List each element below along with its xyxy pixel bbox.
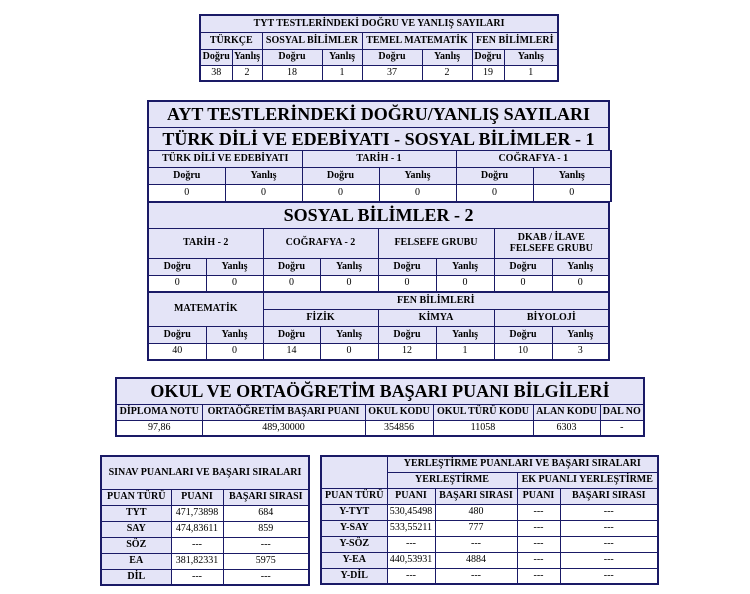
ayt-dogru-label: Doğru	[456, 168, 533, 185]
sinav-row-sira: 684	[223, 505, 309, 521]
ayt-dogru-label: Doğru	[378, 258, 436, 275]
okul-header-okul-turu: OKUL TÜRÜ KODU	[433, 404, 533, 420]
tyt-sosyal-yanlis: 1	[322, 65, 362, 81]
sinav-header-sira: BAŞARI SIRASI	[223, 489, 309, 505]
ayt-dogru-label: Doğru	[263, 326, 320, 343]
yer-row-ek-sira: ---	[560, 504, 658, 520]
okul-header-diploma: DİPLOMA NOTU	[116, 404, 202, 420]
tyt-sosyal-dogru: 18	[262, 65, 322, 81]
ayt-subject-fizik: FİZİK	[263, 309, 378, 326]
yer-corner	[321, 456, 387, 488]
ayt-matematik-dogru: 40	[148, 343, 206, 360]
tyt-title: TYT TESTLERİNDEKİ DOĞRU VE YANLIŞ SAYILARI	[200, 15, 558, 32]
ayt-biyoloji-yanlis: 3	[552, 343, 609, 360]
yer-row-puan: ---	[387, 536, 435, 552]
yer-header-puan: PUANI	[387, 488, 435, 504]
sinav-header-tur: PUAN TÜRÜ	[101, 489, 171, 505]
yer-row-ek-puan: ---	[517, 504, 560, 520]
yer-row-tur: Y-TYT	[321, 504, 387, 520]
yer-header-sira: BAŞARI SIRASI	[435, 488, 517, 504]
okul-obp: 489,30000	[202, 420, 365, 436]
ayt-biyoloji-dogru: 10	[494, 343, 552, 360]
ayt-sec2-table	[147, 201, 610, 361]
yer-row-sira: 4884	[435, 552, 517, 568]
tyt-dogru-label: Doğru	[472, 49, 504, 65]
ayt-sec2-title: SOSYAL BİLİMLER - 2	[148, 202, 609, 228]
ayt-sec1-table	[147, 150, 612, 202]
ayt-sec1-title: TÜRK DİLİ VE EDEBİYATI - SOSYAL BİLİMLER - 1	[148, 127, 609, 151]
sinav-row-puan: 471,73898	[171, 505, 223, 521]
ayt-yanlis-label: Yanlış	[320, 326, 378, 343]
sinav-row-puan: ---	[171, 537, 223, 553]
ayt-subject-tarih2: TARİH - 2	[148, 228, 263, 258]
ayt-cografya1-yanlis: 0	[533, 185, 611, 202]
ayt-dogru-label: Doğru	[148, 258, 206, 275]
ayt-dogru-label: Doğru	[148, 168, 225, 185]
yer-row-ek-puan: ---	[517, 568, 560, 584]
yer-row-ek-sira: ---	[560, 520, 658, 536]
ayt-yanlis-label: Yanlış	[436, 258, 494, 275]
yer-row-ek-puan: ---	[517, 520, 560, 536]
okul-okul-kodu: 354856	[365, 420, 433, 436]
yer-row-sira: 777	[435, 520, 517, 536]
yer-row-puan: 533,55211	[387, 520, 435, 536]
ayt-table	[147, 100, 610, 152]
ayt-tarih2-dogru: 0	[148, 275, 206, 292]
yer-row-ek-puan: ---	[517, 552, 560, 568]
ayt-subject-cografya1: COĞRAFYA - 1	[456, 151, 611, 168]
yer-header-ek-puan: PUANI	[517, 488, 560, 504]
ayt-subject-felsefe: FELSEFE GRUBU	[378, 228, 494, 258]
okul-title: OKUL VE ORTAÖĞRETİM BAŞARI PUANI BİLGİLERİ	[116, 378, 644, 404]
ayt-dkab-yanlis: 0	[552, 275, 609, 292]
ayt-tarih1-yanlis: 0	[379, 185, 456, 202]
yer-row-sira: ---	[435, 536, 517, 552]
ayt-subject-matematik: MATEMATİK	[148, 292, 263, 326]
ayt-yanlis-label: Yanlış	[320, 258, 378, 275]
ayt-dogru-label: Doğru	[494, 326, 552, 343]
sinav-row-tur: EA	[101, 553, 171, 569]
sinav-row-sira: ---	[223, 569, 309, 585]
ayt-dogru-label: Doğru	[302, 168, 379, 185]
ayt-cografya2-dogru: 0	[263, 275, 320, 292]
sinav-row-sira: 5975	[223, 553, 309, 569]
yer-row-sira: ---	[435, 568, 517, 584]
tyt-fen-yanlis: 1	[504, 65, 558, 81]
tyt-subject-sosyal: SOSYAL BİLİMLER	[262, 32, 362, 49]
ayt-yanlis-label: Yanlış	[206, 258, 263, 275]
tyt-table	[199, 14, 559, 82]
ayt-subject-tarih1: TARİH - 1	[302, 151, 456, 168]
tyt-matematik-yanlis: 2	[422, 65, 472, 81]
tyt-dogru-label: Doğru	[362, 49, 422, 65]
tyt-subject-matematik: TEMEL MATEMATİK	[362, 32, 472, 49]
sinav-row-tur: DİL	[101, 569, 171, 585]
ayt-title: AYT TESTLERİNDEKİ DOĞRU/YANLIŞ SAYILARI	[148, 101, 609, 127]
yer-header-tur: PUAN TÜRÜ	[321, 488, 387, 504]
ayt-edebiyat-dogru: 0	[148, 185, 225, 202]
sinav-row-puan: 474,83611	[171, 521, 223, 537]
okul-table	[115, 377, 645, 437]
okul-header-okul-kodu: OKUL KODU	[365, 404, 433, 420]
sinav-row-tur: SAY	[101, 521, 171, 537]
ayt-yanlis-label: Yanlış	[206, 326, 263, 343]
ayt-yanlis-label: Yanlış	[552, 258, 609, 275]
ayt-felsefe-dogru: 0	[378, 275, 436, 292]
yer-sub-ek-puanli: EK PUANLI YERLEŞTİRME	[517, 472, 658, 488]
ayt-edebiyat-yanlis: 0	[225, 185, 302, 202]
ayt-dogru-label: Doğru	[494, 258, 552, 275]
ayt-subject-edebiyat: TÜRK DİLİ VE EDEBİYATI	[148, 151, 302, 168]
okul-okul-turu-kodu: 11058	[433, 420, 533, 436]
sinav-row-sira: ---	[223, 537, 309, 553]
sinav-header-puan: PUANI	[171, 489, 223, 505]
okul-header-obp: ORTAÖĞRETİM BAŞARI PUANI	[202, 404, 365, 420]
okul-alan-kodu: 6303	[533, 420, 600, 436]
tyt-dogru-label: Doğru	[262, 49, 322, 65]
ayt-dkab-dogru: 0	[494, 275, 552, 292]
ayt-yanlis-label: Yanlış	[225, 168, 302, 185]
okul-dal-no: -	[600, 420, 644, 436]
yer-sub-yerlestirme: YERLEŞTİRME	[387, 472, 517, 488]
yer-row-tur: Y-SAY	[321, 520, 387, 536]
tyt-matematik-dogru: 37	[362, 65, 422, 81]
ayt-fen-title: FEN BİLİMLERİ	[263, 292, 609, 309]
yer-row-puan: 530,45498	[387, 504, 435, 520]
okul-header-alan-kodu: ALAN KODU	[533, 404, 600, 420]
yer-row-ek-sira: ---	[560, 536, 658, 552]
yer-row-tur: Y-EA	[321, 552, 387, 568]
ayt-fizik-yanlis: 0	[320, 343, 378, 360]
ayt-subject-kimya: KİMYA	[378, 309, 494, 326]
tyt-subject-turkce: TÜRKÇE	[200, 32, 262, 49]
ayt-yanlis-label: Yanlış	[379, 168, 456, 185]
sinav-row-sira: 859	[223, 521, 309, 537]
sinav-row-tur: TYT	[101, 505, 171, 521]
yerlestirme-table	[320, 455, 659, 585]
yer-row-ek-sira: ---	[560, 568, 658, 584]
ayt-yanlis-label: Yanlış	[436, 326, 494, 343]
ayt-matematik-yanlis: 0	[206, 343, 263, 360]
yer-row-sira: 480	[435, 504, 517, 520]
tyt-yanlis-label: Yanlış	[232, 49, 262, 65]
okul-diploma-notu: 97,86	[116, 420, 202, 436]
sinav-table	[100, 455, 310, 586]
yer-row-puan: ---	[387, 568, 435, 584]
sinav-title: SINAV PUANLARI VE BAŞARI SIRALARI	[101, 456, 309, 489]
ayt-cografya1-dogru: 0	[456, 185, 533, 202]
ayt-yanlis-label: Yanlış	[533, 168, 611, 185]
ayt-subject-dkab: DKAB / İLAVE FELSEFE GRUBU	[494, 228, 609, 258]
ayt-yanlis-label: Yanlış	[552, 326, 609, 343]
tyt-yanlis-label: Yanlış	[504, 49, 558, 65]
ayt-cografya2-yanlis: 0	[320, 275, 378, 292]
yer-row-ek-puan: ---	[517, 536, 560, 552]
sinav-row-puan: ---	[171, 569, 223, 585]
sinav-row-tur: SÖZ	[101, 537, 171, 553]
ayt-dogru-label: Doğru	[263, 258, 320, 275]
yer-row-puan: 440,53931	[387, 552, 435, 568]
ayt-subject-cografya2: COĞRAFYA - 2	[263, 228, 378, 258]
yer-row-tur: Y-SÖZ	[321, 536, 387, 552]
tyt-subject-fen: FEN BİLİMLERİ	[472, 32, 558, 49]
ayt-kimya-dogru: 12	[378, 343, 436, 360]
okul-header-dal-no: DAL NO	[600, 404, 644, 420]
ayt-dogru-label: Doğru	[378, 326, 436, 343]
ayt-subject-biyoloji: BİYOLOJİ	[494, 309, 609, 326]
yer-title: YERLEŞTİRME PUANLARI VE BAŞARI SIRALARI	[387, 456, 658, 472]
tyt-yanlis-label: Yanlış	[322, 49, 362, 65]
sinav-row-puan: 381,82331	[171, 553, 223, 569]
ayt-fizik-dogru: 14	[263, 343, 320, 360]
tyt-dogru-label: Doğru	[200, 49, 232, 65]
tyt-fen-dogru: 19	[472, 65, 504, 81]
tyt-yanlis-label: Yanlış	[422, 49, 472, 65]
ayt-tarih1-dogru: 0	[302, 185, 379, 202]
ayt-dogru-label: Doğru	[148, 326, 206, 343]
tyt-turkce-dogru: 38	[200, 65, 232, 81]
ayt-felsefe-yanlis: 0	[436, 275, 494, 292]
yer-header-ek-sira: BAŞARI SIRASI	[560, 488, 658, 504]
ayt-kimya-yanlis: 1	[436, 343, 494, 360]
ayt-tarih2-yanlis: 0	[206, 275, 263, 292]
yer-row-ek-sira: ---	[560, 552, 658, 568]
yer-row-tur: Y-DİL	[321, 568, 387, 584]
tyt-turkce-yanlis: 2	[232, 65, 262, 81]
